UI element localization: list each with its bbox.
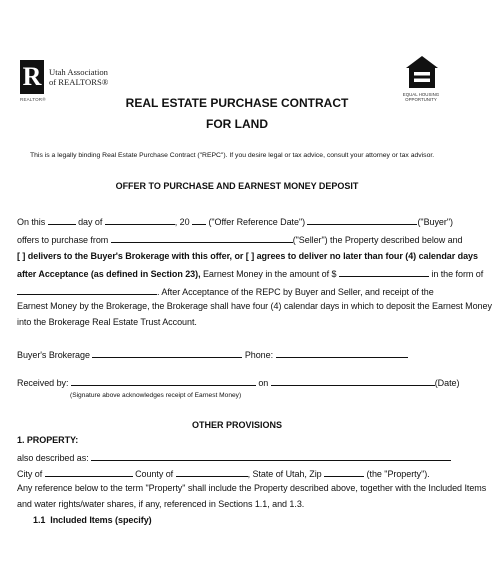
offer-line-2: [17, 233, 463, 245]
brokerage-field[interactable]: [92, 348, 242, 358]
offer-reference-label: ("Offer Reference Date"): [208, 217, 306, 227]
offer-line-7: into the Brokerage Real Estate Trust Account.: [17, 317, 197, 327]
property-line-also: [17, 451, 451, 463]
equal-housing-caption: EQUAL HOUSING OPPORTUNITY: [402, 92, 440, 102]
received-by-label: Received by:: [17, 378, 69, 388]
zip-field[interactable]: [324, 467, 364, 477]
realtor-mark: REALTOR®: [20, 97, 46, 102]
on-this-label: On this: [17, 217, 46, 227]
acceptance-receipt-text: . After Acceptance of the REPC by Buyer and Seller, and receipt of the: [157, 287, 434, 297]
other-provisions-heading: OTHER PROVISIONS: [191, 420, 282, 430]
equal-housing-icon: [404, 54, 440, 90]
buyer-name-field[interactable]: [307, 215, 417, 225]
signature-field[interactable]: [71, 376, 256, 386]
association-name: [49, 67, 108, 87]
page-subtitle: FOR LAND: [206, 117, 268, 131]
buyer-label: ("Buyer"): [417, 217, 453, 227]
page-title: REAL ESTATE PURCHASE CONTRACT: [125, 96, 349, 110]
earnest-money-label: Earnest Money in the amount of $: [202, 269, 337, 279]
property-term-label: (the "Property").: [366, 469, 430, 479]
county-field[interactable]: [176, 467, 248, 477]
city-field[interactable]: [45, 467, 133, 477]
brokerage-line: [17, 348, 408, 360]
association-line1: Utah Association: [49, 67, 108, 77]
included-items-line: [33, 515, 152, 525]
property-heading: 1. PROPERTY:: [17, 435, 79, 445]
property-line-city: [17, 467, 430, 479]
offer-section-heading: OFFER TO PURCHASE AND EARNEST MONEY DEPOSIT: [115, 181, 359, 191]
acceptance-text: after Acceptance (as defined in Section 23),: [17, 269, 201, 279]
signature-note: (Signature above acknowledges receipt of Earnest Money): [70, 392, 242, 399]
offer-line-5: [17, 285, 434, 297]
offer-line-1: [17, 215, 453, 227]
offer-line-6: Earnest Money by the Brokerage, the Brokerage shall have four (4) calendar days in which to deposit the Earnest Money: [17, 301, 492, 311]
form-of-label: in the form of: [431, 269, 484, 279]
property-description-field[interactable]: [91, 451, 451, 461]
brokerage-label: Buyer's Brokerage: [17, 350, 90, 360]
offer-line-4: [17, 267, 483, 279]
legal-notice: This is a legally binding Real Estate Purchase Contract ("REPC"). If you desire legal or tax advice, consult your attorney or tax advisor.: [30, 152, 435, 159]
received-line: [17, 376, 459, 388]
earnest-amount-field[interactable]: [339, 267, 429, 277]
year-field[interactable]: [192, 215, 206, 225]
also-described-label: also described as:: [17, 453, 89, 463]
realtor-logo-icon: R: [20, 60, 44, 94]
property-line-4: Any reference below to the term "Property" shall include the Property described above, together with the Included Items: [17, 483, 487, 493]
day-of-label: day of: [78, 217, 103, 227]
county-label: County of: [135, 469, 174, 479]
year-label: , 20: [174, 217, 190, 227]
seller-label: ("Seller") the Property described below and: [292, 235, 463, 245]
offers-label: offers to purchase from: [17, 235, 109, 245]
state-label: , State of Utah, Zip: [247, 469, 322, 479]
seller-name-field[interactable]: [111, 233, 293, 243]
date-field[interactable]: [271, 376, 435, 386]
phone-label: Phone:: [244, 350, 274, 360]
city-label: City of: [17, 469, 43, 479]
property-line-5: and water rights/water shares, if any, referenced in Sections 1.1, and 1.3.: [17, 499, 305, 509]
date-label: (Date): [434, 378, 460, 388]
phone-field[interactable]: [276, 348, 408, 358]
payment-form-field[interactable]: [17, 285, 157, 295]
association-line2: of REALTORS®: [49, 77, 109, 87]
day-field[interactable]: [48, 215, 76, 225]
section-number: 1.1: [33, 515, 46, 525]
offer-line-3: [ ] delivers to the Buyer's Brokerage with this offer, or [ ] agrees to deliver no later than four (4) calendar days: [17, 251, 478, 261]
included-items-label: Included Items (specify): [50, 515, 152, 525]
month-field[interactable]: [105, 215, 175, 225]
on-label: on: [258, 378, 269, 388]
